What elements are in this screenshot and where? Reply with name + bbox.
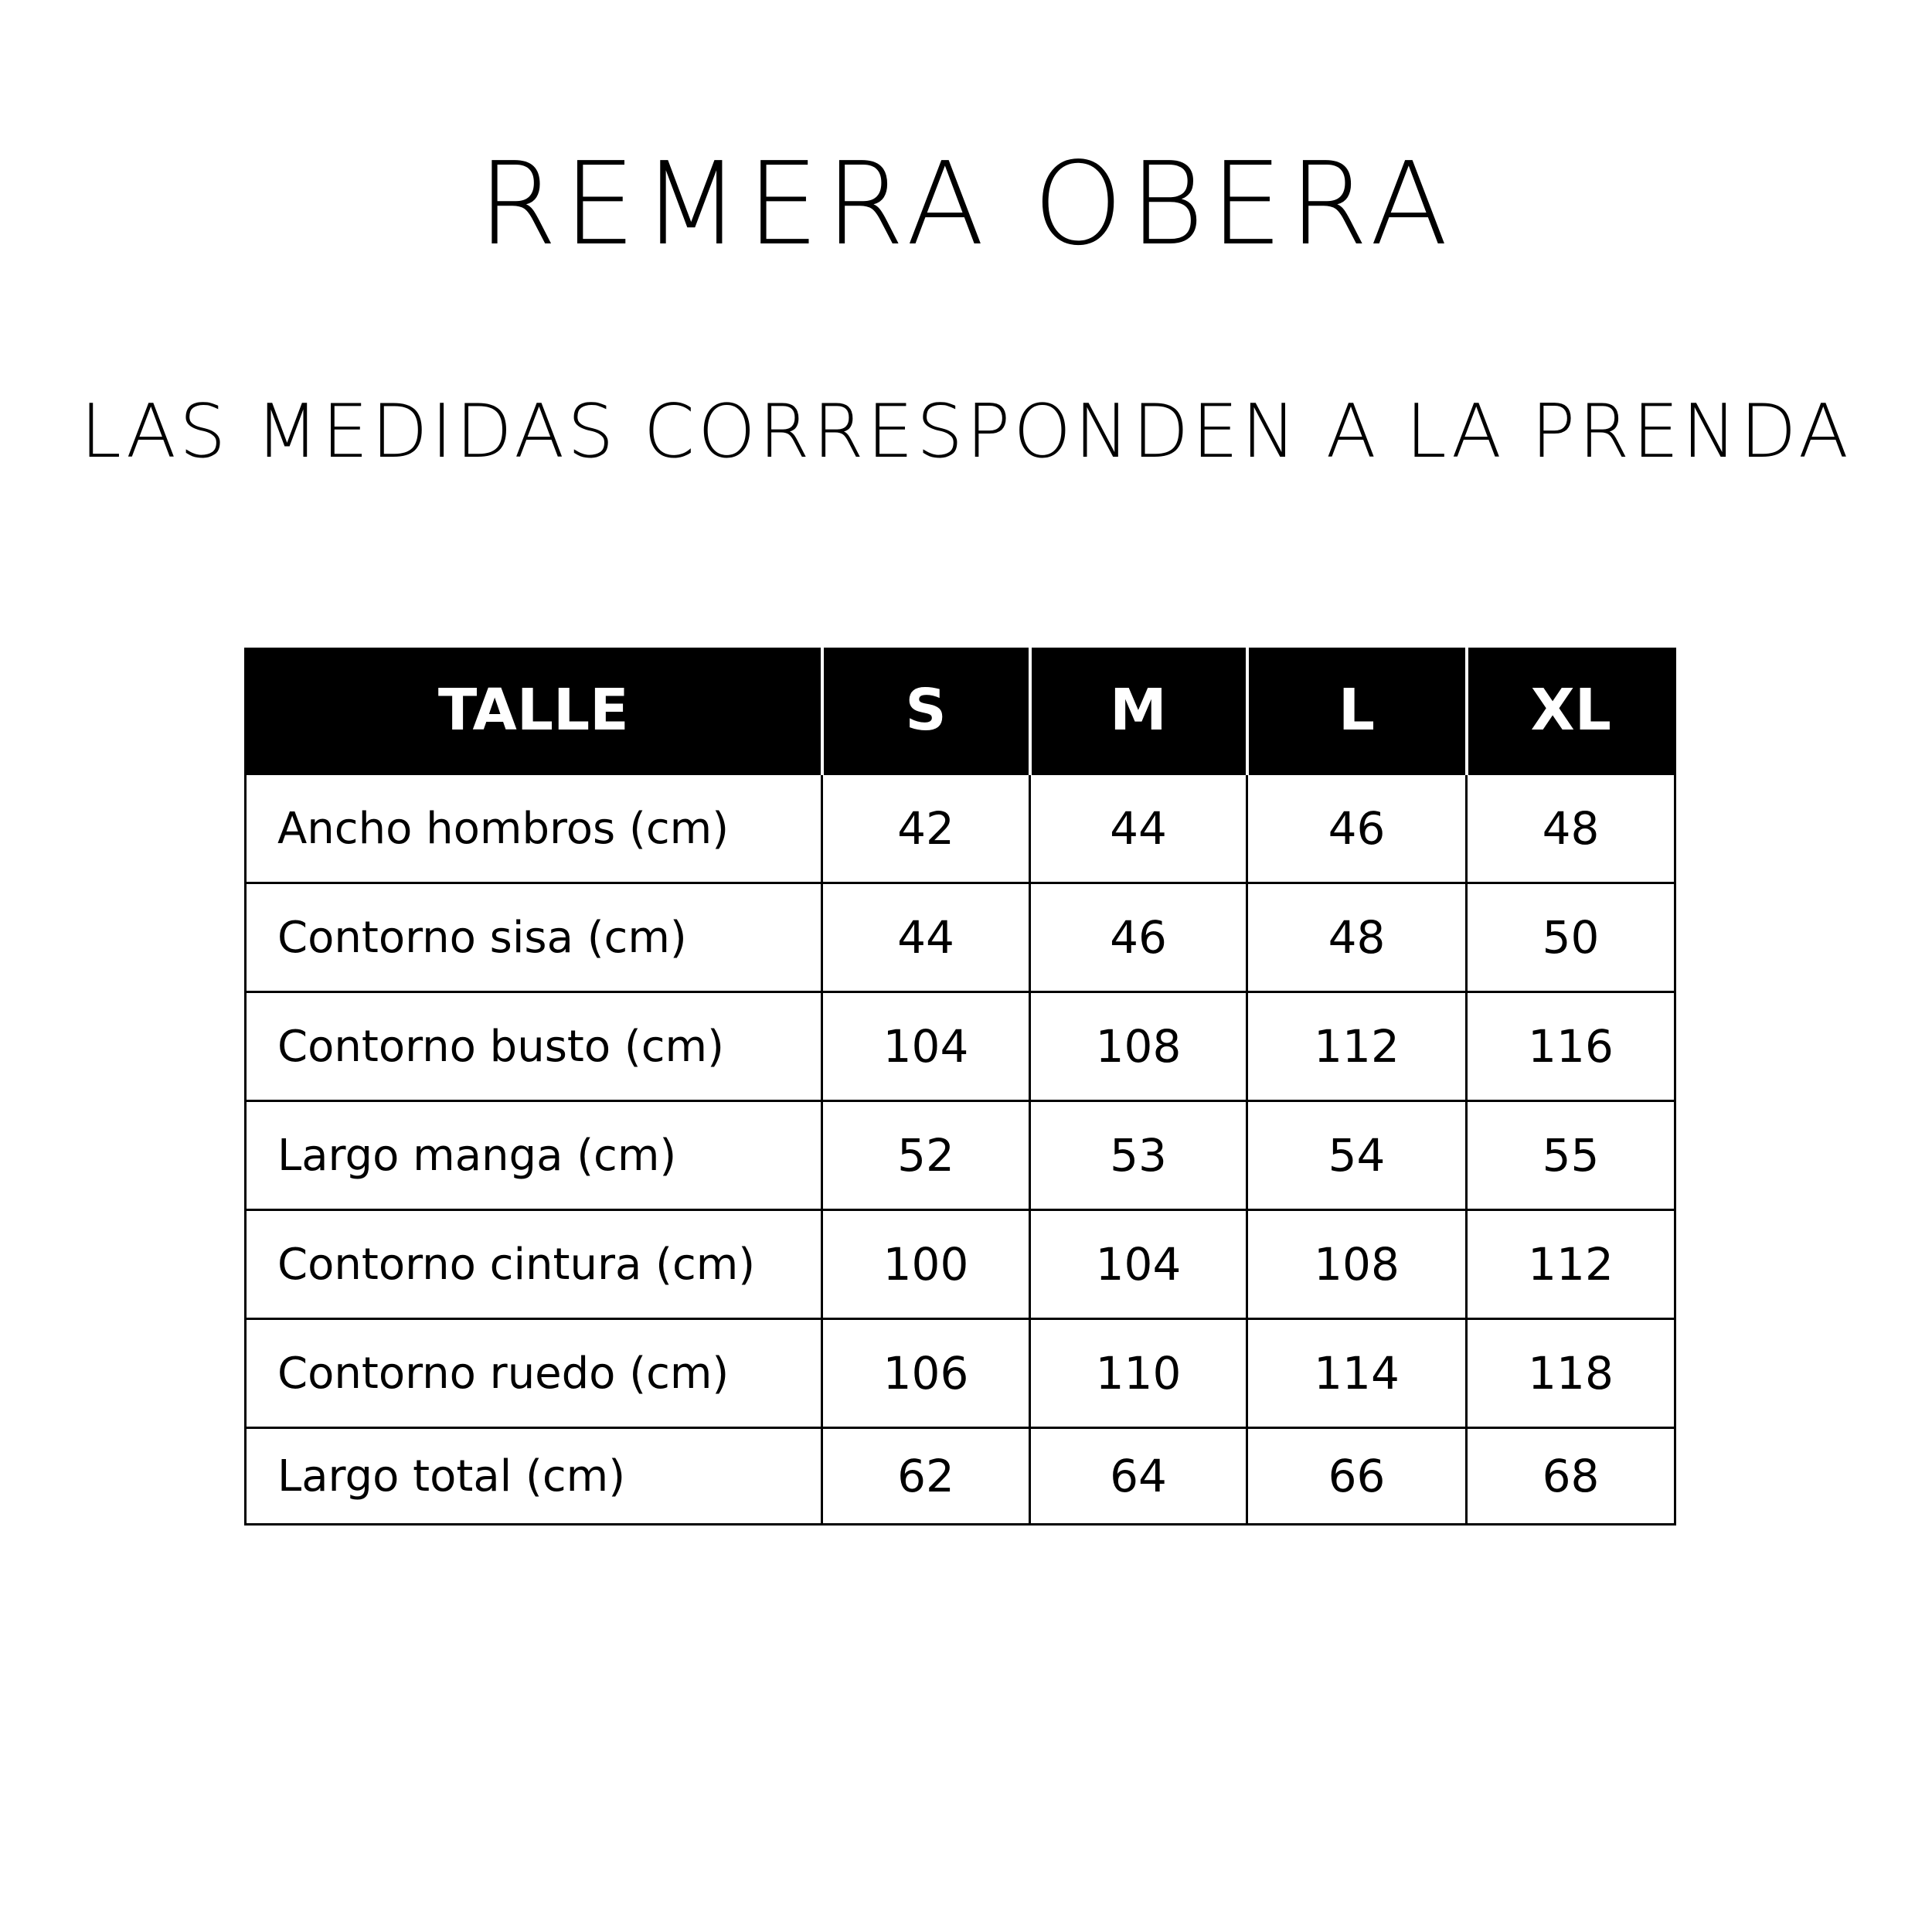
- row-label: Largo manga (cm): [246, 1101, 822, 1210]
- table-row: [246, 992, 1675, 1101]
- cell-value: 112: [1247, 992, 1467, 1101]
- cell-value: 100: [822, 1210, 1030, 1319]
- row-label: Contorno busto (cm): [246, 992, 822, 1101]
- row-label: Contorno sisa (cm): [246, 883, 822, 992]
- cell-value: 116: [1467, 992, 1675, 1101]
- cell-value: 118: [1467, 1319, 1675, 1428]
- cell-value: 66: [1247, 1428, 1467, 1525]
- table-row: [246, 1101, 1675, 1210]
- cell-value: 44: [822, 883, 1030, 992]
- header-size-xl: XL: [1467, 648, 1675, 774]
- cell-value: 108: [1030, 992, 1247, 1101]
- header-talle: TALLE: [246, 648, 822, 774]
- table-header-row: [246, 648, 1675, 774]
- cell-value: 110: [1030, 1319, 1247, 1428]
- row-label: Largo total (cm): [246, 1428, 822, 1525]
- cell-value: 104: [822, 992, 1030, 1101]
- table-row: [246, 1428, 1675, 1525]
- cell-value: 54: [1247, 1101, 1467, 1210]
- header-size-m: M: [1030, 648, 1247, 774]
- cell-value: 68: [1467, 1428, 1675, 1525]
- cell-value: 62: [822, 1428, 1030, 1525]
- cell-value: 50: [1467, 883, 1675, 992]
- header-size-s: S: [822, 648, 1030, 774]
- table-row: [246, 774, 1675, 883]
- cell-value: 114: [1247, 1319, 1467, 1428]
- cell-value: 46: [1030, 883, 1247, 992]
- cell-value: 48: [1467, 774, 1675, 883]
- header-size-l: L: [1247, 648, 1467, 774]
- cell-value: 46: [1247, 774, 1467, 883]
- cell-value: 44: [1030, 774, 1247, 883]
- cell-value: 108: [1247, 1210, 1467, 1319]
- row-label: Ancho hombros (cm): [246, 774, 822, 883]
- cell-value: 53: [1030, 1101, 1247, 1210]
- cell-value: 112: [1467, 1210, 1675, 1319]
- cell-value: 48: [1247, 883, 1467, 992]
- page-title: REMERA OBERA: [478, 138, 1454, 270]
- row-label: Contorno cintura (cm): [246, 1210, 822, 1319]
- cell-value: 42: [822, 774, 1030, 883]
- table-row: [246, 1210, 1675, 1319]
- cell-value: 104: [1030, 1210, 1247, 1319]
- cell-value: 106: [822, 1319, 1030, 1428]
- table-row: [246, 1319, 1675, 1428]
- cell-value: 52: [822, 1101, 1030, 1210]
- table-row: [246, 883, 1675, 992]
- cell-value: 64: [1030, 1428, 1247, 1525]
- page-subtitle: LAS MEDIDAS CORRESPONDEN A LA PRENDA: [80, 389, 1852, 474]
- row-label: Contorno ruedo (cm): [246, 1319, 822, 1428]
- cell-value: 55: [1467, 1101, 1675, 1210]
- size-chart-table: [244, 648, 1676, 1526]
